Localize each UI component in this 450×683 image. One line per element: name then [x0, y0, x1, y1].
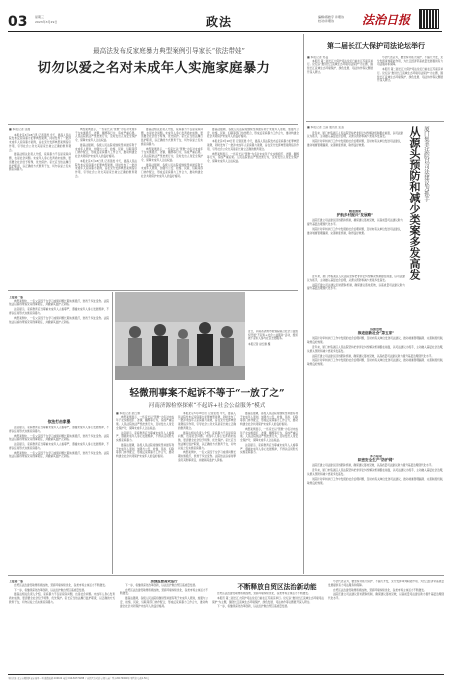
xiamen-paragraph: 该院针对审判执行工作中发现的社会治理问题，及时向有关单位发送司法建议，推动堵塞管理漏洞、完善制度机制，取得良好效果。 — [307, 477, 445, 485]
xiamen-col-1 — [307, 126, 403, 208]
editor-line-2: 校对/许理诗 — [318, 19, 335, 23]
news-photo-graphic — [115, 292, 245, 380]
bottom-subhead: 加强监督高效运行 — [150, 580, 178, 583]
jiyuan-col-3 — [240, 412, 298, 562]
jiyuan-paragraph: 最高法相关负责人介绍，家庭暴力不仅是家庭问题，也是社会问题。未成年人身心发育尚未成熟，更需要全社会给予特殊、优先保护。家长应当依法履行监护职责，以正确的方式教育子女，切勿以爱之名实施家庭暴力。 — [178, 431, 236, 450]
xiamen-kicker: 厦门集美法院以司法建议为抓手 — [423, 126, 429, 202]
main-paragraph: 最高法强调，各级人民法院将继续坚持最有利于未成年人原则，加强与公安、检察、民政、妇联等部门协作配合，形成反家庭暴力工作合力，推动构建全社会共同保护未成年人的良好格局。 — [207, 128, 299, 139]
paper-name: 法治日报 — [362, 13, 411, 27]
xiamen-paragraph: 该院针对审判执行工作中发现的社会治理问题，及时向有关单位发送司法建议，推动堵塞管理漏洞、完善制度机制，取得良好效果。 — [307, 228, 403, 235]
bottom-col-1 — [9, 580, 115, 672]
main-paragraph: 最高法强调，各级人民法院将继续坚持最有利于未成年人原则，加强与公安、检察、民政、妇联等部门协作配合，形成反家庭暴力工作合力，推动构建全社会共同保护未成年人的良好格局。 — [141, 163, 203, 178]
main-paragraph: 本报北京3月28日讯 记者张晨 今天，最高人民法院发布反家庭暴力犯罪典型案例，同时发布了一批涉未成年人家庭暴力案例，旨在充分发挥典型案例指引作用，引导社会公众尤其是家长树立正确的教育观念。 — [75, 160, 137, 178]
xiamen-paragraph: 法院还建立司法建议回访跟踪机制，确保建议落地见效，以高质量司法建议助力提升基层治理现代化水平。 — [312, 354, 434, 358]
jiyuan-paragraph: 典型案例中，一名父亲因子女学习成绩问题长期实施殴打，致孩子多处受伤。法院依法以虐待罪追究其刑事责任，并撤销其监护人资格。 — [178, 451, 236, 462]
xiamen-sub-label: 精准施策 — [348, 210, 361, 213]
main-article-col-3 — [141, 128, 203, 288]
jiyuan-paragraph: 法官提示，家庭教育应当尊重未成年人人格尊严，遵循未成年人身心发展规律，不得以任何形式实施家庭暴力。 — [240, 444, 298, 455]
main-byline: ■ 本报记者 张晨 — [9, 128, 31, 131]
left-col-top — [9, 296, 109, 416]
page-number: 03 — [8, 14, 28, 30]
xiamen-sub-title: 织密安全生产“防护网” — [357, 457, 395, 462]
bottom-col-4 — [328, 580, 444, 672]
date-full: 2023年3月29日 — [35, 20, 58, 24]
jiyuan-paragraph: 典型案例显示，一些家长以“管教”为名对未成年子女实施殴打、冻饿、捆绑等行为，造成严重后果。人民法院依法严惩此类行为，及时发出人身安全保护令，保障未成年人合法权益。 — [240, 428, 298, 443]
bottom-paragraph: 下一步，将继续深化改革创新，以法治护航自贸区高质量发展。 — [14, 588, 87, 592]
jiyuan-col-1 — [116, 412, 174, 562]
bottom-paragraph: 最高法强调，各级人民法院将继续坚持最有利于未成年人原则，加强与公安、检察、民政、妇联等部门协作配合，形成反家庭暴力工作合力，推动构建全社会共同保护未成年人的良好格局。 — [120, 597, 208, 608]
xiamen-paragraph: 法院还建立司法建议回访跟踪机制，确保建议落地见效，以高质量司法建议助力提升基层治理现代化水平。 — [307, 219, 403, 227]
xiamen-paragraph: 近年来，厦门市集美区人民法院坚持把非诉讼纠纷解决机制挺在前面，以司法建议为抓手，主动融入基层社会治理，从源头预防和减少类案多发高发。 — [307, 346, 445, 353]
forum-paragraph: 与会代表认为，要坚持共抓大保护、不搞大开发，充分发挥审判职能作用，为长江经济带高质量发展提供有力司法服务和保障。 — [377, 56, 443, 67]
editor-info — [318, 15, 344, 23]
bottom-paragraph: 下一步，将继续深化改革创新，以法治护航自贸区高质量发展。 — [217, 605, 290, 609]
footer-text: 本社社址:北京市朝阳区花家地甲一号 邮政编码:100102 电话:010-84772288 广告经营许可证:京朝工商广登字20170009号 零售价:每份1.50元 — [8, 677, 149, 680]
left-col-divider — [112, 292, 113, 574]
main-paragraph: 典型案例显示，一些家长以“管教”为名对未成年子女实施殴打、冻饿、捆绑等行为，造成严重后果。人民法院依法严惩此类行为，及时发出人身安全保护令，保障未成年人合法权益。 — [75, 128, 137, 143]
jiyuan-paragraph: 本报北京3月28日讯 记者张晨 今天，最高人民法院发布反家庭暴力犯罪典型案例，同时发布了一批涉未成年人家庭暴力案例，旨在充分发挥典型案例指引作用，引导社会公众尤其是家长树立正确的教育观念。 — [178, 412, 236, 430]
main-paragraph: 最高法相关负责人介绍，家庭暴力不仅是家庭问题，也是社会问题。未成年人身心发育尚未成熟，更需要全社会给予特殊、优先保护。家长应当依法履行监护职责，以正确的方式教育子女，切勿以爱之名实施家庭暴力。 — [9, 153, 71, 172]
main-paragraph: 本报北京3月28日讯 记者张晨 今天，最高人民法院发布反家庭暴力犯罪典型案例，同时发布了一批涉未成年人家庭暴力案例，旨在充分发挥典型案例指引作用，引导社会公众尤其是家长树立正确的教育观念。 — [9, 133, 71, 152]
xiamen-col-5 — [307, 455, 445, 570]
left-col-subhead: 依法打击家暴 — [47, 419, 71, 424]
xiamen-paragraph: 法院还建立司法建议回访跟踪机制，确保建议落地见效，以高质量司法建议助力提升基层治理现代化水平。 — [312, 464, 434, 468]
column-divider — [303, 34, 304, 574]
main-article-col-4 — [207, 128, 299, 288]
bottom-paragraph: 法院还建立司法建议回访跟踪机制，确保建议落地见效，以高质量司法建议助力提升基层治理现代化水平。 — [328, 593, 444, 601]
section-title: 政法 — [206, 15, 233, 29]
main-head-rule — [8, 124, 298, 125]
masthead — [0, 0, 450, 32]
xiamen-sub-label: 诉源治理 — [369, 328, 382, 331]
footer-rule — [8, 674, 444, 675]
forum-paragraph: 本报讯 第二届长江大保护司法论坛日前在江苏南京举行。论坛以“推进长江流域生态环境司法保护”为主题，围绕长江流域生态环境保护、绿色发展、司法协作等议题展开深入研讨。 — [307, 59, 373, 74]
bottom-paragraph: 自贸区法治建设取得积极成效，营商环境持续优化，各类市场主体活力不断激发。 — [120, 588, 208, 596]
date-weekday: 星期三 — [35, 15, 45, 19]
photo-caption — [248, 330, 298, 380]
bottom-col-2 — [120, 580, 208, 672]
bottom-paragraph: 本报讯 第二届长江大保护司法论坛日前在江苏南京举行。论坛以“推进长江流域生态环境司法保护”为主题，围绕长江流域生态环境保护、绿色发展、司法协作等议题展开深入研讨。 — [212, 596, 324, 604]
left-col-paragraph: 典型案例中，一名父亲因子女学习成绩问题长期实施殴打，致孩子多处受伤。法院依法以虐待罪追究其刑事责任，并撤销其监护人资格。 — [9, 316, 109, 324]
jiyuan-paragraph: 典型案例显示，一些家长以“管教”为名对未成年子女实施殴打、冻饿、捆绑等行为，造成严重后果。人民法院依法严惩此类行为，及时发出人身安全保护令，保障未成年人合法权益。 — [116, 415, 174, 430]
forum-byline: ■ 本报记者 郑良 — [307, 56, 329, 59]
main-paragraph: 典型案例显示，一些家长以“管教”为名对未成年子女实施殴打、冻饿、捆绑等行为，造成严重后果。人民法院依法严惩此类行为，及时发出人身安全保护令，保障未成年人合法权益。 — [207, 152, 299, 163]
left-col-paragraph: 法官提示，家庭教育应当尊重未成年人人格尊严，遵循未成年人身心发展规律，不得以任何形式实施家庭暴力。 — [9, 308, 109, 315]
xiamen-sub-title: 推进创新社会“第五家” — [357, 330, 395, 335]
main-kicker: 最高法发布反家庭暴力典型案例引导家长“依法带娃” — [93, 47, 245, 55]
jiyuan-kicker: 河南济源检察探索“不起诉+社会公益服务”模式 — [148, 403, 266, 409]
bottom-paragraph: 与会代表认为，要坚持共抓大保护、不搞大开发，充分发挥审判职能作用，为长江经济带高质量发展提供有力司法服务和保障。 — [328, 580, 444, 587]
xiamen-paragraph: 该院针对审判执行工作中发现的社会治理问题，及时向有关单位发送司法建议，推动堵塞管理漏洞、完善制度机制，取得良好效果。 — [307, 359, 445, 367]
forum-col-1 — [307, 56, 373, 118]
editor-line-1: 编辑/蒋皓宇 许理诗 — [318, 15, 344, 19]
main-headline: 切勿以爱之名对未成年人实施家庭暴力 — [37, 61, 271, 76]
main-paragraph: 典型案例显示，一些家长以“管教”为名对未成年子女实施殴打、冻饿、捆绑等行为，造成严重后果。人民法院依法严惩此类行为，及时发出人身安全保护令，保障未成年人合法权益。 — [141, 147, 203, 162]
xiamen-byline: ■ 本报记者 王丽 通讯员 张凌 — [307, 126, 344, 129]
left-col-paragraph: 典型案例中，一名父亲因子女学习成绩问题长期实施殴打，致孩子多处受伤。法院依法以虐待罪追究其刑事责任，并撤销其监护人资格。 — [9, 299, 109, 307]
bottom-paragraph: 自贸区法治建设取得积极成效，营商环境持续优化，各类市场主体活力不断激发。 — [217, 592, 311, 595]
bottom-paragraph: 下一步，将继续深化改革创新，以法治护航自贸区高质量发展。 — [125, 583, 198, 587]
bottom-paragraph: 自贸区法治建设取得积极成效，营商环境持续优化，各类市场主体活力不断激发。 — [14, 583, 108, 587]
xiamen-headline: 从源头预防和减少类案多发高发 — [408, 126, 421, 280]
jiyuan-byline: ■ 本报记者 赵红旗 — [116, 412, 140, 415]
left-col-paragraph: 典型案例中，一名父亲因子女学习成绩问题长期实施殴打，致孩子多处受伤。法院依法以虐待罪追究其刑事责任，并撤销其监护人资格。 — [9, 451, 109, 459]
bottom-headline: 不断释放自贸区法治新动能 — [237, 583, 317, 591]
jiyuan-paragraph: 最高法强调，各级人民法院将继续坚持最有利于未成年人原则，加强与公安、检察、民政、妇联等部门协作配合，形成反家庭暴力工作合力，推动构建全社会共同保护未成年人的良好格局。 — [116, 444, 174, 459]
forum-rule — [306, 121, 444, 122]
xiamen-paragraph: 法院还建立司法建议回访跟踪机制，确保建议落地见效，以高质量司法建议助力提升基层治理现代化水平。 — [307, 283, 405, 291]
forum-paragraph: 本报讯 第二届长江大保护司法论坛日前在江苏南京举行。论坛以“推进长江流域生态环境司法保护”为主题，围绕长江流域生态环境保护、绿色发展、司法协作等议题展开深入研讨。 — [377, 68, 443, 83]
bottom-rule — [8, 575, 444, 576]
qr-code-icon — [419, 9, 439, 29]
main-article-col-1 — [9, 128, 71, 288]
left-col-paragraph: 法官提示，家庭教育应当尊重未成年人人格尊严，遵循未成年人身心发展规律，不得以任何形式实施家庭暴力。 — [9, 426, 109, 433]
xiamen-col-4 — [307, 328, 445, 453]
xiamen-paragraph: 该院针对审判执行工作中发现的社会治理问题，及时向有关单位发送司法建议，推动堵塞管理漏洞、完善制度机制，取得良好效果。 — [307, 337, 445, 345]
forum-col-2 — [377, 56, 443, 118]
left-col-label: 上接第一版 — [9, 296, 23, 299]
photo-caption-text: 近日，河南省济源市检察院联合社会公益组织开展“不起诉+社会公益服务”活动，组织被不起诉人参与社区志愿服务。 — [248, 330, 298, 341]
xiamen-paragraph: 近年来，厦门市集美区人民法院坚持把非诉讼纠纷解决机制挺在前面，以司法建议为抓手，主动融入基层社会治理，从源头预防和减少类案多发高发。 — [307, 469, 445, 476]
bottom-label: 上接第一版 — [9, 580, 23, 583]
xiamen-sub-title: 护航乡村振兴“发展路” — [336, 212, 374, 217]
xiamen-paragraph: 近年来，厦门市集美区人民法院坚持把非诉讼纠纷解决机制挺在前面，以司法建议为抓手，主动融入基层社会治理，从源头预防和减少类案多发高发。 — [307, 275, 405, 282]
bottom-col-3 — [212, 592, 324, 672]
main-article-col-2 — [75, 128, 137, 288]
xiamen-sub-label: 多方联动 — [369, 455, 382, 458]
main-paragraph: 本报北京3月28日讯 记者张晨 今天，最高人民法院发布反家庭暴力犯罪典型案例，同时发布了一批涉未成年人家庭暴力案例，旨在充分发挥典型案例指引作用，引导社会公众尤其是家长树立正确的教育观念。 — [207, 140, 299, 151]
left-col-paragraph: 典型案例中，一名父亲因子女学习成绩问题长期实施殴打，致孩子多处受伤。法院依法以虐待罪追究其刑事责任，并撤销其监护人资格。 — [9, 434, 109, 442]
left-col-rule — [8, 290, 298, 291]
main-paragraph: 最高法强调，各级人民法院将继续坚持最有利于未成年人原则，加强与公安、检察、民政、妇联等部门协作配合，形成反家庭暴力工作合力，推动构建全社会共同保护未成年人的良好格局。 — [75, 144, 137, 159]
xiamen-col-3 — [307, 275, 405, 325]
xiamen-col-2 — [307, 210, 403, 270]
left-col-paragraph: 法官提示，家庭教育应当尊重未成年人人格尊严，遵循未成年人身心发展规律，不得以任何形式实施家庭暴力。 — [9, 443, 109, 450]
news-photo — [115, 292, 245, 380]
forum-headline: 第二届长江大保护司法论坛举行 — [327, 41, 425, 50]
photo-credit: 本报记者 赵红旗 摄 — [248, 343, 271, 347]
jiyuan-col-2 — [178, 412, 236, 562]
main-paragraph: 最高法相关负责人介绍，家庭暴力不仅是家庭问题，也是社会问题。未成年人身心发育尚未成熟，更需要全社会给予特殊、优先保护。家长应当依法履行监护职责，以正确的方式教育子女，切勿以爱之名实施家庭暴力。 — [141, 128, 203, 146]
bottom-paragraph: 自贸区法治建设取得积极成效，营商环境持续优化，各类市场主体活力不断激发。 — [333, 588, 427, 592]
jiyuan-headline: 轻微刑事案不起诉不等于“一放了之” — [129, 388, 285, 399]
bottom-paragraph: 最高法相关负责人介绍，家庭暴力不仅是家庭问题，也是社会问题。未成年人身心发育尚未成熟，更需要全社会给予特殊、优先保护。家长应当依法履行监护职责，以正确的方式教育子女，切勿以爱之名实施家庭暴力。 — [9, 593, 115, 604]
jiyuan-paragraph: 法官提示，家庭教育应当尊重未成年人人格尊严，遵循未成年人身心发展规律，不得以任何形式实施家庭暴力。 — [116, 431, 174, 443]
left-col-bottom — [9, 426, 109, 566]
xiamen-paragraph: 近年来，厦门市集美区人民法院坚持把非诉讼纠纷解决机制挺在前面，以司法建议为抓手，主动融入基层社会治理，从源头预防和减少类案多发高发。 — [307, 131, 403, 139]
jiyuan-paragraph: 最高法强调，各级人民法院将继续坚持最有利于未成年人原则，加强与公安、检察、民政、妇联等部门协作配合，形成反家庭暴力工作合力，推动构建全社会共同保护未成年人的良好格局。 — [240, 412, 298, 427]
xiamen-paragraph: 该院针对审判执行工作中发现的社会治理问题，及时向有关单位发送司法建议，推动堵塞管理漏洞、完善制度机制，取得良好效果。 — [307, 140, 403, 147]
masthead-rule — [8, 31, 442, 32]
